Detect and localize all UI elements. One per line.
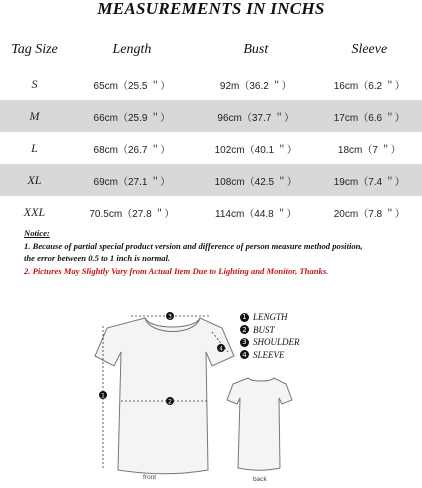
header-length: Length <box>112 42 152 57</box>
legend-item <box>240 311 300 324</box>
legend-number-1-icon: 1 <box>240 313 249 322</box>
svg-text:3: 3 <box>168 313 172 321</box>
notice-line-2: 2. Pictures May Slightly Vary from Actual Item Due to Lighting and Monitor, Thanks. <box>24 265 329 276</box>
front-caption: front <box>143 474 157 481</box>
back-caption: back <box>253 476 267 483</box>
length-cell: 70.5cm（27.8 ＂） <box>89 208 175 220</box>
notice-line-1: 1. Because of partial special product version and difference of person measure method position, <box>24 240 363 251</box>
legend-label: SHOULDER <box>253 337 300 348</box>
table-header-row <box>0 32 422 68</box>
bust-cell: 108cm（42.5 ＂） <box>195 164 317 196</box>
table-row <box>0 196 422 228</box>
svg-text:2: 2 <box>168 398 172 406</box>
tag-size-cell: M <box>0 100 69 132</box>
legend-item <box>240 349 300 362</box>
bust-cell: 102cm（40.1 ＂） <box>214 144 297 156</box>
notice-label: Notice: <box>24 228 50 238</box>
header-bust: Bust <box>243 42 269 57</box>
sleeve-cell: 16cm（6.2 ＂） <box>333 80 405 92</box>
size-chart-table <box>0 32 422 228</box>
tag-size-cell: S <box>31 76 38 91</box>
sleeve-cell: 19cm（7.4 ＂） <box>317 164 422 196</box>
length-cell: 68cm（26.7 ＂） <box>93 144 171 156</box>
svg-text:4: 4 <box>219 345 223 353</box>
table-row <box>0 100 422 132</box>
tshirt-measurement-diagram <box>0 292 422 488</box>
notice-line-1b: the error between 0.5 to 1 inch is normal. <box>24 253 171 263</box>
legend-label: SLEEVE <box>253 349 285 360</box>
legend-label: BUST <box>253 324 275 335</box>
length-cell: 66cm（25.9 ＂） <box>69 100 195 132</box>
bust-cell: 114cm（44.8 ＂） <box>215 208 297 220</box>
svg-text:1: 1 <box>101 392 105 400</box>
legend-number-2-icon: 2 <box>240 325 249 334</box>
header-sleeve: Sleeve <box>351 42 388 57</box>
bust-cell: 92m（36.2 ＂） <box>219 80 292 92</box>
measurement-legend <box>240 311 300 361</box>
sleeve-cell: 17cm（6.6 ＂） <box>317 100 422 132</box>
table-row <box>0 164 422 196</box>
table-row <box>0 132 422 164</box>
tag-size-cell: L <box>31 140 38 155</box>
page-title: MEASUREMENTS IN INCHS <box>97 0 325 18</box>
legend-label: LENGTH <box>253 312 288 323</box>
legend-number-3-icon: 3 <box>240 338 249 347</box>
sleeve-cell: 18cm（7 ＂） <box>337 144 401 156</box>
tag-size-cell: XL <box>0 164 69 196</box>
table-row <box>0 68 422 100</box>
length-cell: 65cm（25.5 ＂） <box>93 80 171 92</box>
legend-item <box>240 336 300 349</box>
length-cell: 69cm（27.1 ＂） <box>69 164 195 196</box>
legend-item <box>240 324 300 337</box>
front-tshirt-outline <box>95 318 234 474</box>
bust-cell: 96cm（37.7 ＂） <box>195 100 317 132</box>
header-tag-size: Tag Size <box>11 42 58 57</box>
sleeve-cell: 20cm（7.8 ＂） <box>333 208 405 220</box>
tag-size-cell: XXL <box>23 204 46 219</box>
back-tshirt-outline <box>227 378 292 470</box>
notice-block <box>24 227 414 277</box>
legend-number-4-icon: 4 <box>240 350 249 359</box>
